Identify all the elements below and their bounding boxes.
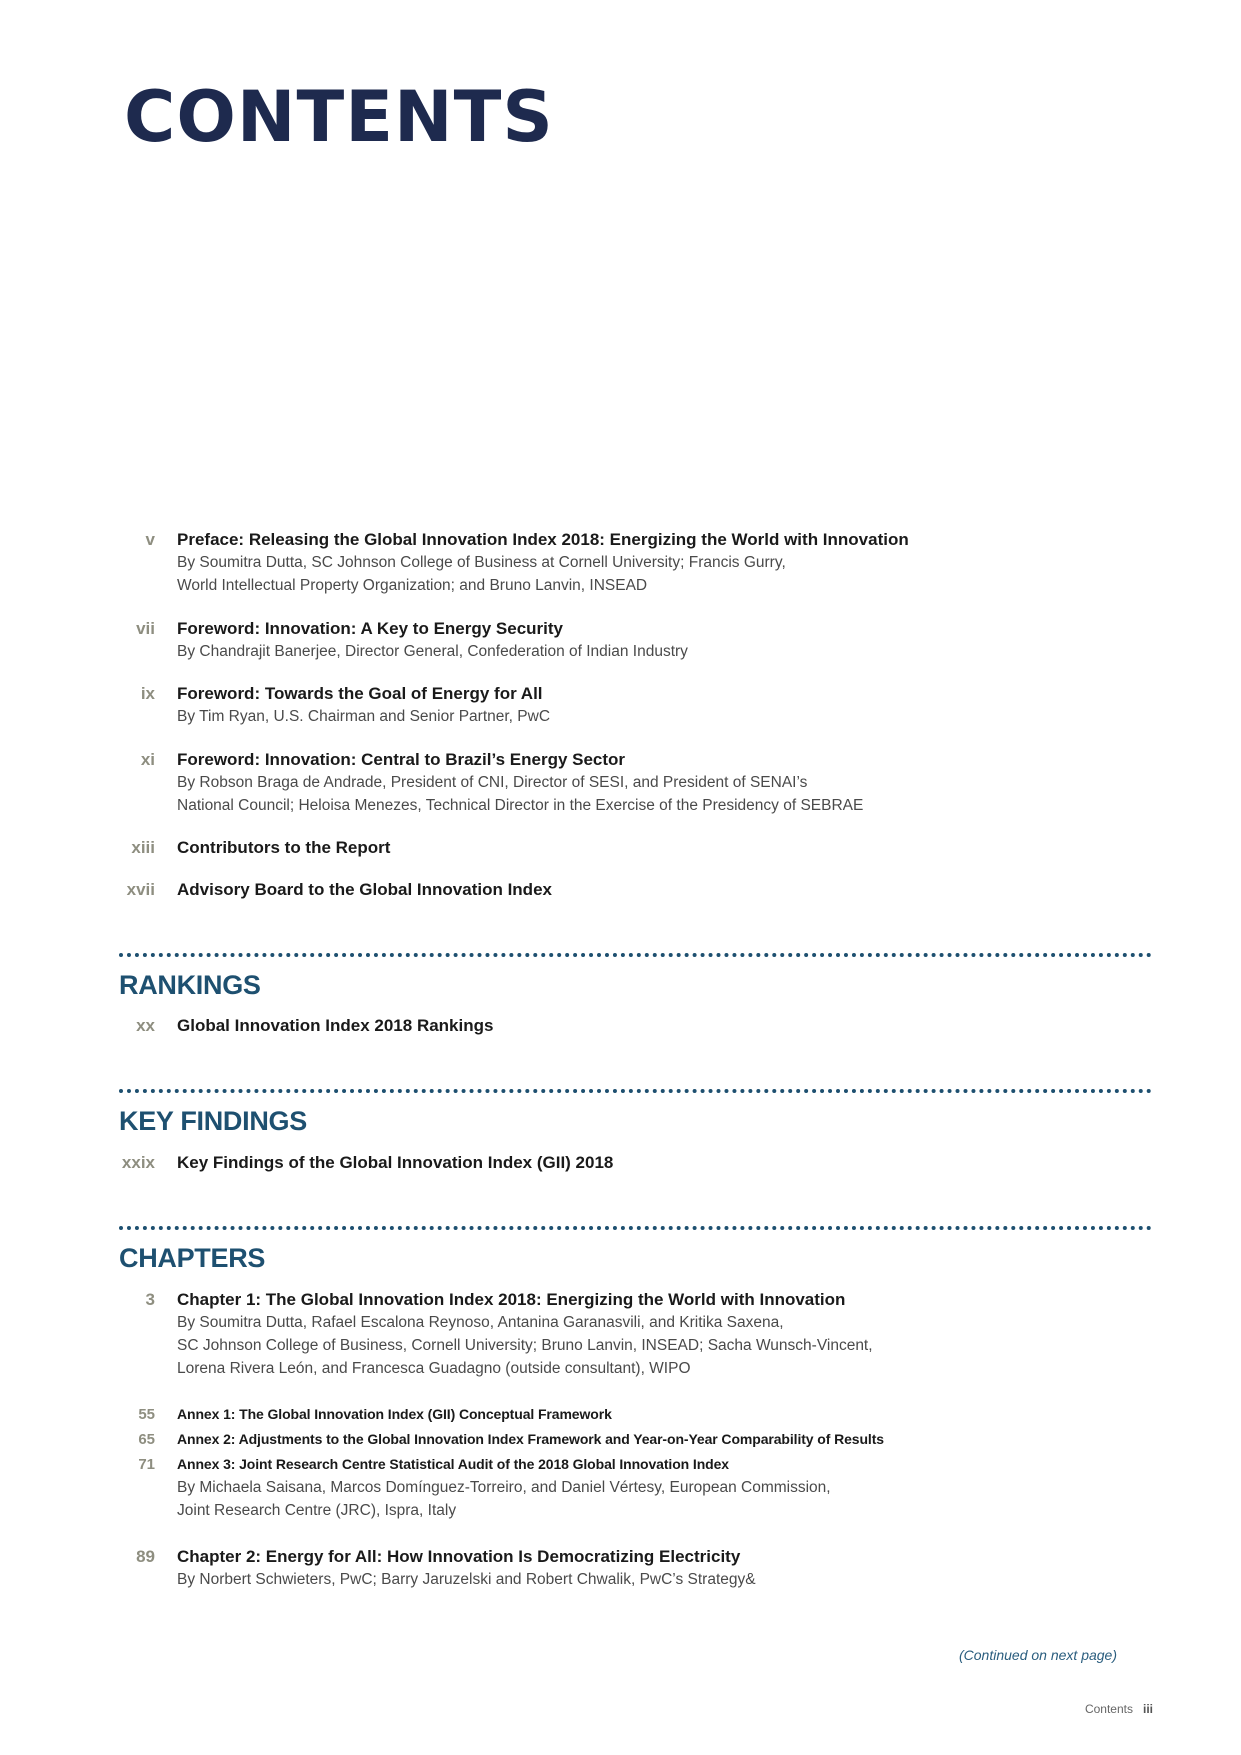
section-heading-rankings: RANKINGS [119, 970, 261, 1000]
entry-title[interactable]: Chapter 1: The Global Innovation Index 2018: Energizing the World with Innovation [177, 1290, 846, 1309]
entry-title[interactable]: Foreword: Innovation: Central to Brazil’s Energy Sector [177, 750, 626, 769]
page-number: v [145, 530, 155, 549]
section-heading-key-findings: KEY FINDINGS [119, 1106, 307, 1136]
entry-title[interactable]: Annex 2: Adjustments to the Global Innovation Index Framework and Year-on-Year Comparability of Results [177, 1431, 884, 1447]
page-number: xi [140, 750, 155, 769]
section-divider [119, 953, 1152, 957]
footer-page-number: iii [1142, 1702, 1153, 1716]
entry-byline: By Michaela Saisana, Marcos Domínguez-Torreiro, and Daniel Vértesy, European Commission, Joint Research Centre (JRC), Ispra, Italy [177, 1479, 831, 1519]
page-number: xvii [126, 880, 155, 899]
section-divider [119, 1226, 1152, 1230]
entry-title[interactable]: Global Innovation Index 2018 Rankings [177, 1016, 494, 1035]
entry-title[interactable]: Key Findings of the Global Innovation Index (GII) 2018 [177, 1153, 614, 1172]
page-title: CONTENTS [124, 76, 554, 158]
entry-byline: By Soumitra Dutta, Rafael Escalona Reynoso, Antanina Garanasvili, and Kritika Saxena, SC Johnson College of Business, Cornell University; Bruno Lanvin, INSEAD; Sacha Wunsch-Vincent, Lorena Rivera León, and Francesca Guadagno (outside consultant), WIPO [177, 1314, 873, 1377]
section-divider [119, 1089, 1152, 1093]
page-number: 55 [138, 1406, 155, 1423]
page-footer [1000, 1702, 1153, 1716]
page-number: 71 [138, 1456, 155, 1473]
page-number: 3 [145, 1290, 155, 1309]
entry-title[interactable]: Annex 3: Joint Research Centre Statistical Audit of the 2018 Global Innovation Index [177, 1456, 729, 1472]
page-number: xiii [131, 838, 155, 857]
entry-title[interactable]: Contributors to the Report [177, 838, 391, 857]
continued-note: (Continued on next page) [959, 1647, 1117, 1663]
section-heading-chapters: CHAPTERS [119, 1243, 266, 1273]
entry-byline: By Norbert Schwieters, PwC; Barry Jaruzelski and Robert Chwalik, PwC’s Strategy& [177, 1571, 756, 1588]
footer-label: Contents [1084, 1702, 1133, 1716]
entry-title[interactable]: Foreword: Towards the Goal of Energy for All [177, 684, 543, 703]
entry-byline: By Chandrajit Banerjee, Director General, Confederation of Indian Industry [177, 643, 688, 660]
entry-title[interactable]: Chapter 2: Energy for All: How Innovation Is Democratizing Electricity [177, 1547, 741, 1566]
page-number: xx [136, 1016, 155, 1035]
page-number: 89 [136, 1547, 155, 1566]
page-number: vii [136, 619, 155, 638]
entry-title[interactable]: Annex 1: The Global Innovation Index (GII) Conceptual Framework [177, 1406, 612, 1422]
entry-byline: By Robson Braga de Andrade, President of CNI, Director of SESI, and President of SENAI’s National Council; Heloisa Menezes, Technical Director in the Exercise of the Presidency of SEBRAE [177, 774, 864, 814]
page-number: ix [140, 684, 155, 703]
entry-byline: By Soumitra Dutta, SC Johnson College of Business at Cornell University; Francis Gurry, World Intellectual Property Organization; and Bruno Lanvin, INSEAD [177, 554, 786, 594]
page-number: xxix [121, 1153, 155, 1172]
entry-byline: By Tim Ryan, U.S. Chairman and Senior Partner, PwC [177, 708, 551, 725]
page-number: 65 [138, 1431, 155, 1448]
entry-title[interactable]: Advisory Board to the Global Innovation Index [177, 880, 552, 899]
entry-title[interactable]: Foreword: Innovation: A Key to Energy Security [177, 619, 564, 638]
entry-title[interactable]: Preface: Releasing the Global Innovation Index 2018: Energizing the World with Innovation [177, 530, 909, 549]
